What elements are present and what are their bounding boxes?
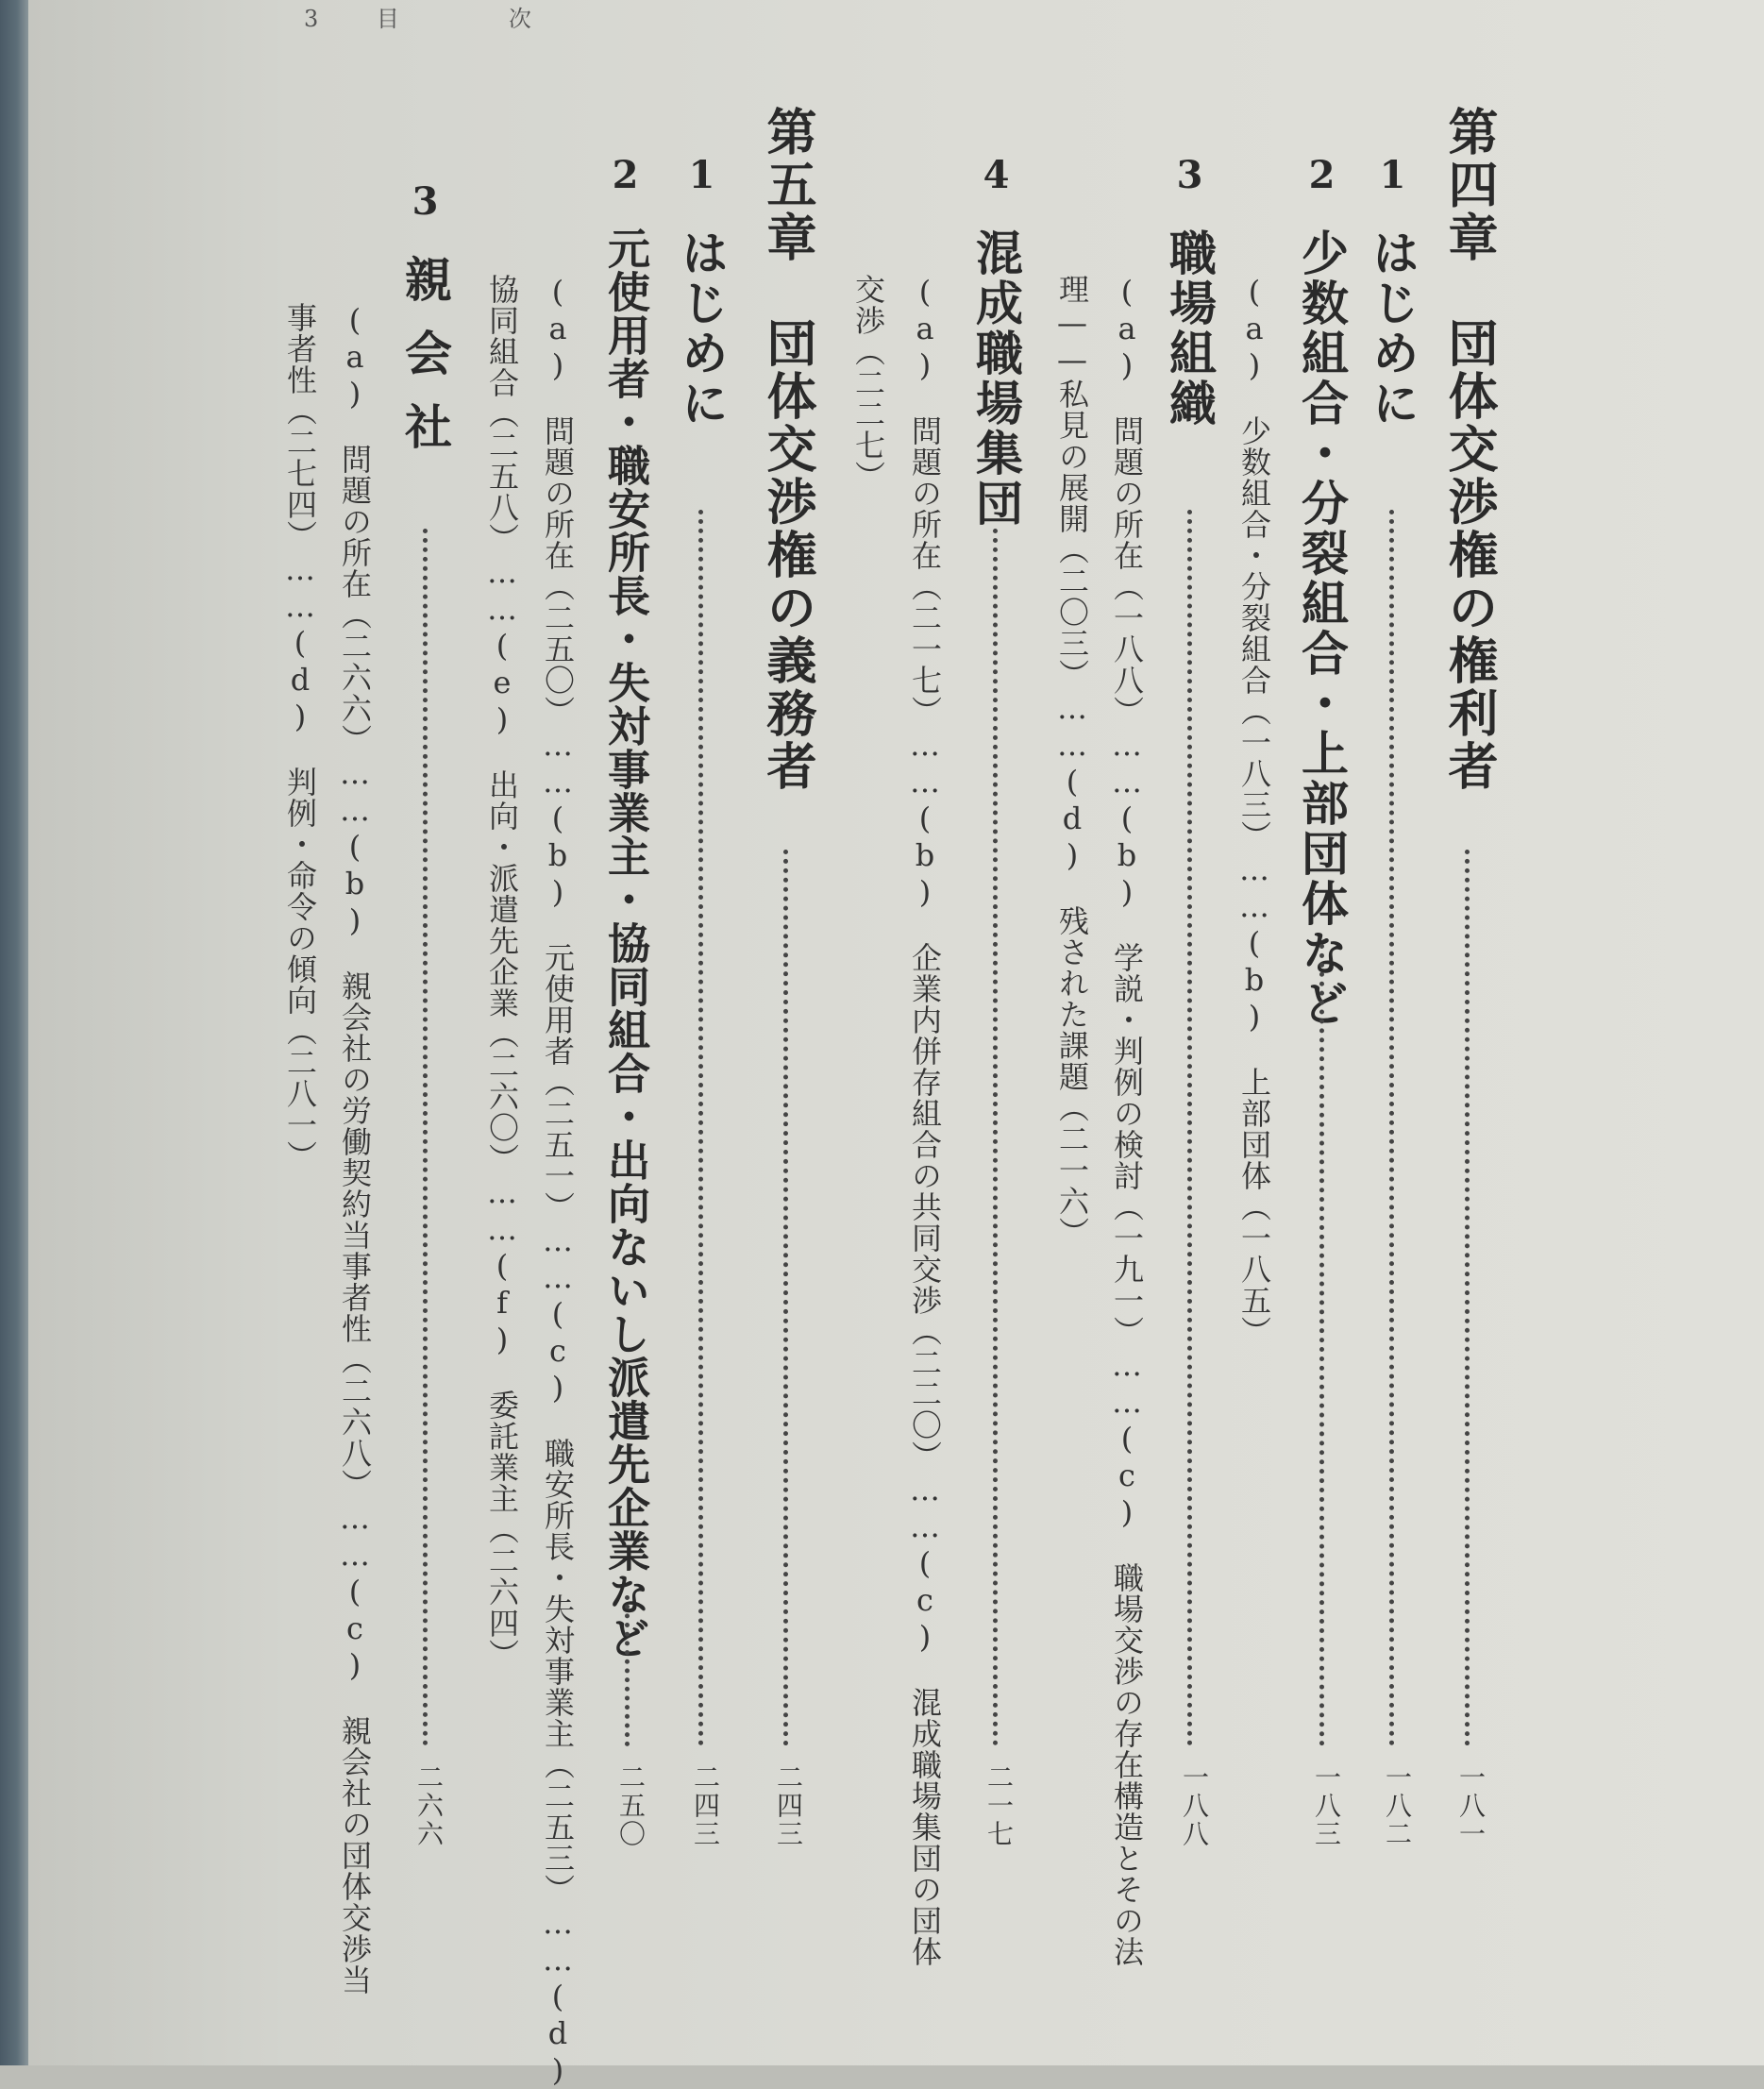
section-title: 親会社: [397, 255, 453, 476]
section-title: 元使用者・職安所長・失対事業主・協同組合・出向ないし派遣先企業など: [600, 227, 650, 1659]
section-4-4-subitems-line1: (a) 問題の所在（二一七）……(b) 企業内併存組合の共同交渉（二二〇）……(c) 混成職場集団の団体: [907, 274, 943, 1967]
section-5-2-heading: [600, 153, 650, 1659]
header-title: 目 次: [376, 6, 575, 32]
section-4-2-leader: [1319, 944, 1324, 1746]
section-4-2-heading: [1294, 153, 1350, 1029]
section-5-2-leader: [625, 1595, 630, 1746]
running-header: [304, 0, 575, 32]
section-5-2-subitems-line1: (a) 問題の所在（二五〇）……(b) 元使用者（二五一）……(c) 職安所長・失対事業主（二五三）……(d): [540, 274, 576, 2089]
section-5-3-subitems-line2: 事者性（二七四）……(d) 判例・命令の傾向（二八一）: [282, 302, 318, 1171]
section-number: 2: [1300, 153, 1344, 200]
section-4-1-page: 一八二: [1382, 1763, 1413, 1848]
section-4-2-subitems: (a) 少数組合・分裂組合（一八三）……(b) 上部団体（一八五）: [1236, 274, 1272, 1347]
section-4-3-heading: [1162, 153, 1218, 429]
chapter-5-heading: 第五章 団体交渉権の義務者: [759, 106, 817, 793]
chapter-5-page: 二四三: [773, 1763, 804, 1848]
section-5-3-leader: [423, 529, 428, 1746]
section-5-3-page: 二六六: [413, 1763, 445, 1848]
section-4-3-page: 一八八: [1179, 1763, 1210, 1848]
section-4-3-leader: [1187, 510, 1192, 1746]
section-5-1-page: 二四三: [690, 1763, 721, 1848]
section-4-4-heading: [968, 153, 1024, 529]
section-number: 3: [1168, 153, 1212, 200]
section-4-4-leader: [993, 529, 998, 1746]
section-4-4-page: 二一七: [983, 1763, 1015, 1848]
chapter-4-leader: [1465, 850, 1470, 1746]
chapter-4-page: 一八一: [1455, 1763, 1487, 1848]
section-4-3-subitems-line2: 理——私見の展開（二〇三）……(d) 残された課題（二一六）: [1054, 274, 1090, 1248]
header-page-number: 3: [304, 6, 327, 32]
section-4-1-leader: [1389, 510, 1394, 1746]
chapter-5-leader: [783, 850, 788, 1746]
section-4-4-subitems-line2: 交渉（二二七）: [850, 274, 886, 492]
section-number: 2: [603, 153, 647, 198]
section-number: 1: [680, 153, 724, 200]
section-5-1-heading: [674, 153, 730, 429]
section-title: はじめに: [674, 228, 730, 429]
section-number: 4: [974, 153, 1018, 200]
section-title: 少数組合・分裂組合・上部団体など: [1294, 228, 1350, 1029]
section-title: はじめに: [1365, 228, 1420, 429]
book-page: [28, 0, 1764, 2089]
section-5-1-leader: [698, 510, 703, 1746]
chapter-4-heading: 第四章 団体交渉権の権利者: [1440, 106, 1499, 793]
section-4-1-heading: [1365, 153, 1420, 429]
section-5-2-page: 二五〇: [615, 1763, 647, 1848]
section-number: 3: [403, 179, 447, 227]
section-5-3-heading: [397, 179, 453, 476]
section-title: 混成職場集団: [968, 228, 1024, 529]
section-4-3-subitems-line1: (a) 問題の所在（一八八）……(b) 学説・判例の検討（一九一）……(c) 職場交渉の存在構造とその法: [1109, 274, 1145, 1967]
section-4-2-page: 一八三: [1311, 1763, 1342, 1848]
section-5-2-subitems-line2: 協同組合（二五八）……(e) 出向・派遣先企業（二六〇）……(f) 委託業主（二六四）: [484, 274, 520, 1670]
section-title: 職場組織: [1162, 228, 1218, 429]
book-spine: [0, 0, 28, 2065]
section-number: 1: [1370, 153, 1415, 200]
section-5-3-subitems-line1: (a) 問題の所在（二六六）……(b) 親会社の労働契約当事者性（二六八）……(c) 親会社の団体交渉当: [337, 302, 373, 1996]
